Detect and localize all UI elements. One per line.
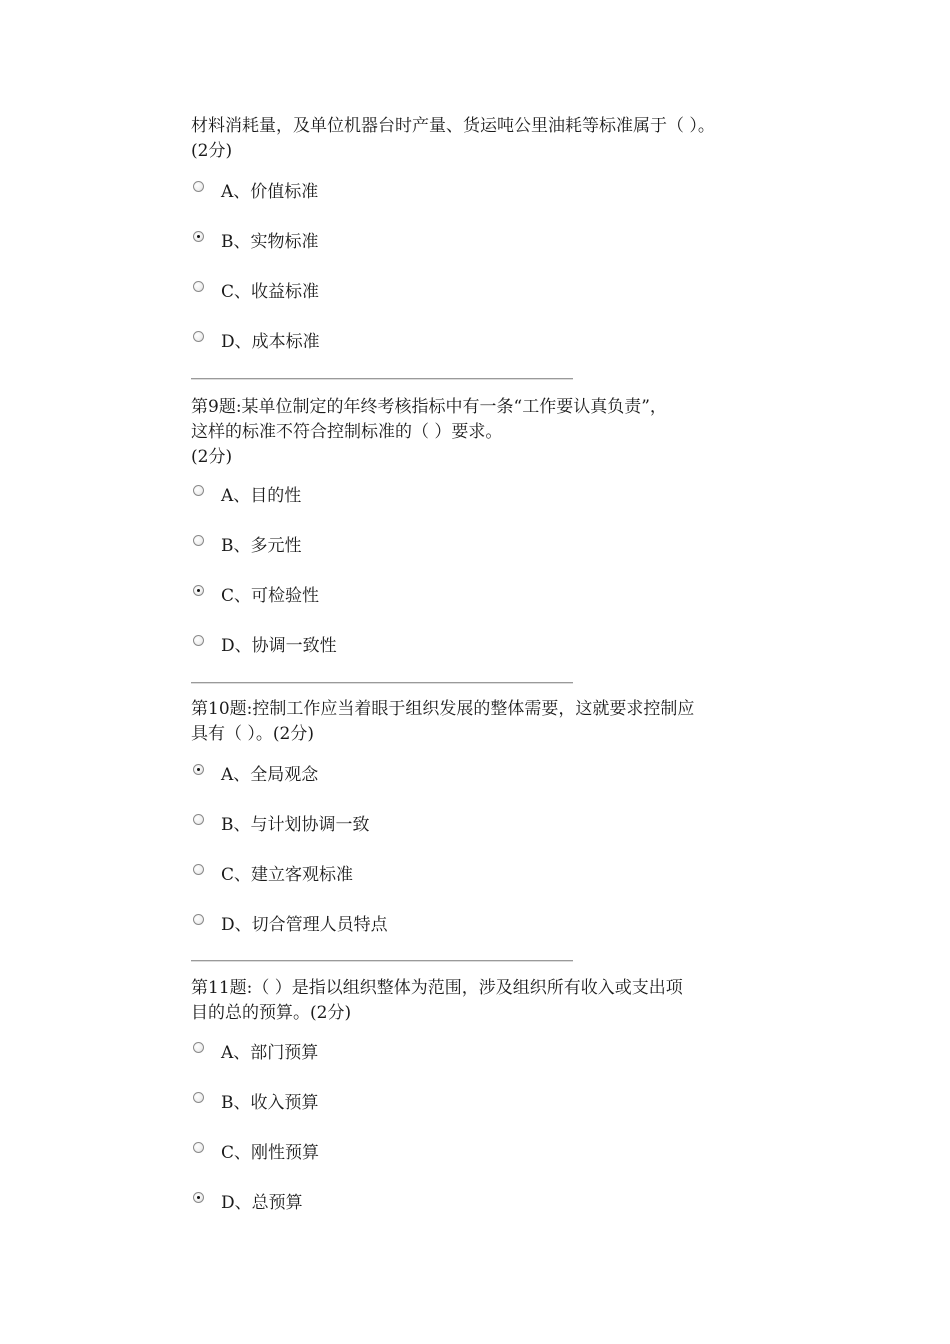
radio-unchecked-icon[interactable] bbox=[193, 814, 204, 825]
option-c[interactable] bbox=[191, 585, 591, 615]
option-label: D、切合管理人员特点 bbox=[221, 915, 388, 935]
divider bbox=[191, 682, 573, 684]
option-label: B、实物标准 bbox=[221, 232, 319, 252]
radio-unchecked-icon[interactable] bbox=[193, 1092, 204, 1103]
divider bbox=[191, 960, 573, 962]
radio-unchecked-icon[interactable] bbox=[193, 535, 204, 546]
option-label: C、可检验性 bbox=[221, 586, 320, 606]
option-c[interactable] bbox=[191, 281, 591, 311]
question-text: 第11题:（ ）是指以组织整体为范围，涉及组织所有收入或支出项 目的总的预算。(2分) bbox=[191, 978, 683, 1023]
radio-checked-icon[interactable] bbox=[193, 231, 204, 242]
option-c[interactable] bbox=[191, 864, 591, 894]
radio-unchecked-icon[interactable] bbox=[193, 181, 204, 192]
radio-unchecked-icon[interactable] bbox=[193, 864, 204, 875]
option-a[interactable] bbox=[191, 485, 591, 515]
question-text: 第9题:某单位制定的年终考核指标中有一条“工作要认真负责”， 这样的标准不符合控制标准的（ ）要求。 (2分) bbox=[191, 397, 667, 467]
option-label: C、刚性预算 bbox=[221, 1143, 320, 1163]
option-label: A、目的性 bbox=[221, 486, 302, 506]
radio-checked-icon[interactable] bbox=[193, 585, 204, 596]
option-d[interactable] bbox=[191, 331, 591, 361]
radio-unchecked-icon[interactable] bbox=[193, 281, 204, 292]
option-b[interactable] bbox=[191, 1092, 591, 1122]
question-text: 第10题:控制工作应当着眼于组织发展的整体需要，这就要求控制应 具有（ ）。(2分) bbox=[191, 699, 695, 744]
radio-unchecked-icon[interactable] bbox=[193, 331, 204, 342]
option-label: A、全局观念 bbox=[221, 765, 319, 785]
option-label: C、收益标准 bbox=[221, 282, 320, 302]
question-text: 材料消耗量，及单位机器台时产量、货运吨公里油耗等标准属于（ ）。 (2分) bbox=[191, 116, 715, 161]
option-label: B、多元性 bbox=[221, 536, 302, 556]
option-a[interactable] bbox=[191, 764, 591, 794]
radio-unchecked-icon[interactable] bbox=[193, 1042, 204, 1053]
option-label: D、总预算 bbox=[221, 1193, 303, 1213]
option-b[interactable] bbox=[191, 814, 591, 844]
divider bbox=[191, 378, 573, 380]
radio-unchecked-icon[interactable] bbox=[193, 635, 204, 646]
option-b[interactable] bbox=[191, 231, 591, 261]
radio-checked-icon[interactable] bbox=[193, 764, 204, 775]
radio-unchecked-icon[interactable] bbox=[193, 485, 204, 496]
option-label: D、协调一致性 bbox=[221, 636, 337, 656]
question-3 bbox=[191, 697, 791, 747]
question-2 bbox=[191, 395, 791, 470]
option-d[interactable] bbox=[191, 635, 591, 665]
option-a[interactable] bbox=[191, 181, 591, 211]
radio-checked-icon[interactable] bbox=[193, 1192, 204, 1203]
option-b[interactable] bbox=[191, 535, 591, 565]
radio-unchecked-icon[interactable] bbox=[193, 914, 204, 925]
question-1 bbox=[191, 114, 791, 164]
option-label: D、成本标准 bbox=[221, 332, 320, 352]
option-a[interactable] bbox=[191, 1042, 591, 1072]
option-label: B、与计划协调一致 bbox=[221, 815, 370, 835]
option-label: C、建立客观标准 bbox=[221, 865, 354, 885]
question-4 bbox=[191, 976, 791, 1026]
option-d[interactable] bbox=[191, 1192, 591, 1222]
option-d[interactable] bbox=[191, 914, 591, 944]
radio-unchecked-icon[interactable] bbox=[193, 1142, 204, 1153]
option-label: A、部门预算 bbox=[221, 1043, 319, 1063]
option-c[interactable] bbox=[191, 1142, 591, 1172]
option-label: A、价值标准 bbox=[221, 182, 319, 202]
option-label: B、收入预算 bbox=[221, 1093, 319, 1113]
